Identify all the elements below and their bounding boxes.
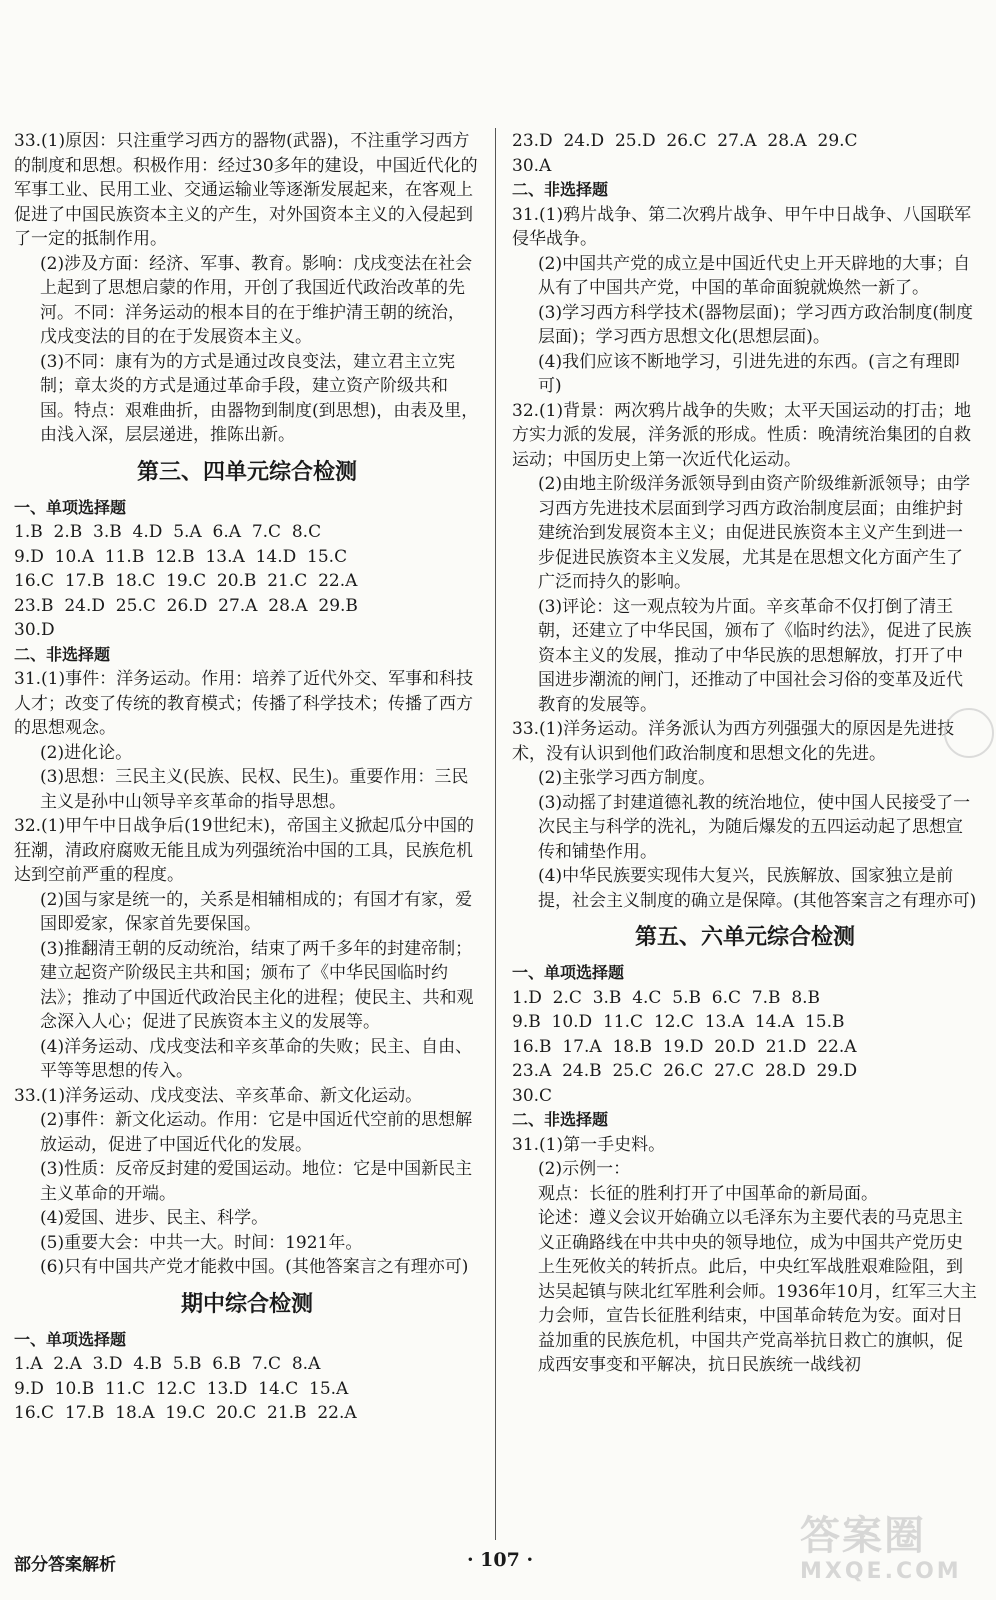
answer-paragraph: 31.(1)事件：洋务运动。作用：培养了近代外交、军事和科技人才；改变了传统的教育模式；传播了科学技术；传播了西方的思想观念。: [14, 669, 474, 738]
answer-subparagraph: (2)事件：新文化运动。作用：它是中国近代空前的思想解放运动，促进了中国近代化的发展。: [40, 1110, 473, 1155]
answer-paragraph: 31.(1)第一手史料。: [512, 1134, 666, 1155]
watermark-logo-text: 答案圈: [800, 1513, 926, 1559]
section-title: 期中综合检测: [180, 1291, 313, 1317]
choice-answer-row: 23.A 24.B 25.C 26.C 27.C 28.D 29.D: [512, 1061, 858, 1081]
left-column: [14, 129, 480, 1426]
answer-subparagraph: (2)涉及方面：经济、军事、教育。影响：戊戌变法在社会上起到了思想启蒙的作用，开创了我国近代政治改革的先河。不同：洋务运动的根本目的在于维护清王朝的统治，戊戌变法的目的在于发展资本主义。: [40, 253, 473, 347]
column-divider: [495, 128, 496, 1540]
answer-subparagraph: 观点：长征的胜利打开了中国革命的新局面。: [538, 1183, 878, 1204]
choice-answer-row: 30.A: [512, 155, 552, 176]
answer-subparagraph: (3)学习西方科学技术(器物层面)；学习西方政治制度(制度层面)；学习西方思想文化(思想层面)。: [538, 302, 973, 347]
answer-subparagraph: (4)洋务运动、戊戌变法和辛亥革命的失败；民主、自由、平等等思想的传入。: [40, 1036, 473, 1081]
subsection-heading: 二、非选择题: [14, 644, 111, 664]
choice-answer-row: 23.B 24.D 25.C 26.D 27.A 28.A 29.B: [14, 595, 358, 616]
subsection-heading: 一、单项选择题: [14, 497, 127, 517]
answer-subparagraph: (2)中国共产党的成立是中国近代史上开天辟地的大事；自从有了中国共产党，中国的革命面貌就焕然一新了。: [538, 253, 971, 298]
choice-answer-row: 9.D 10.A 11.B 12.B 13.A 14.D 15.C: [14, 546, 348, 567]
answer-subparagraph: (6)只有中国共产党才能救中国。(其他答案言之有理亦可): [40, 1257, 469, 1277]
answer-paragraph: 31.(1)鸦片战争、第二次鸦片战争、甲午中日战争、八国联军侵华战争。: [512, 204, 972, 249]
answer-subparagraph: (3)不同：康有为的方式是通过改良变法，建立君主立宪制；章太炎的方式是通过革命手段，建立资产阶级共和国。特点：艰难曲折，由器物到制度(到思想)，由表及里，由浅入深，层层递进，推陈出新。: [40, 351, 479, 445]
page-number: · 107 ·: [466, 1549, 534, 1571]
choice-answer-row: 1.D 2.C 3.B 4.C 5.B 6.C 7.B 8.B: [512, 987, 821, 1008]
choice-answer-row: 9.D 10.B 11.C 12.C 13.D 14.C 15.A: [14, 1378, 349, 1399]
answer-subparagraph: (3)动摇了封建道德礼教的统治地位，使中国人民接受了一次民主与科学的洗礼，为随后爆发的五四运动起了思想宣传和铺垫作用。: [538, 792, 971, 862]
choice-answer-row: 16.B 17.A 18.B 19.D 20.D 21.D 22.A: [512, 1036, 857, 1057]
subsection-heading: 一、单项选择题: [14, 1329, 127, 1349]
choice-answer-row: 9.B 10.D 11.C 12.C 13.A 14.A 15.B: [512, 1012, 845, 1032]
answer-subparagraph: (3)性质：反帝反封建的爱国运动。地位：它是中国新民主主义革命的开端。: [40, 1159, 473, 1204]
answer-subparagraph: (3)评论：这一观点较为片面。辛亥革命不仅打倒了清王朝，还建立了中华民国，颁布了《临时约法》，促进了民族资本主义的发展，推动了中华民族的思想解放，打开了中国进步潮流的闸门，还推动了中国社会习俗的变革及近代教育的发展等。: [538, 596, 972, 715]
answer-subparagraph: (4)我们应该不断地学习，引进先进的东西。(言之有理即可): [538, 351, 960, 396]
answer-paragraph: 32.(1)甲午中日战争后(19世纪末)，帝国主义掀起瓜分中国的狂潮，清政府腐败无能且成为列强统治中国的工具，民族危机达到空前严重的程度。: [14, 816, 475, 885]
answer-subparagraph: (2)国与家是统一的，关系是相辅相成的；有国才有家，爱国即爱家，保家首先要保国。: [40, 889, 473, 934]
subsection-heading: 二、非选择题: [512, 180, 609, 199]
choice-answer-row: 16.C 17.B 18.C 19.C 20.B 21.C 22.A: [14, 571, 358, 591]
choice-answer-row: 23.D 24.D 25.D 26.C 27.A 28.A 29.C: [512, 131, 858, 151]
answer-subparagraph: 论述：遵义会议开始确立以毛泽东为主要代表的马克思主义正确路线在中共中央的领导地位，成为中国共产党历史上生死攸关的转折点。此后，中央红军战胜艰难险阻，到达吴起镇与陕北红军胜利会师。1936年10月，红军三大主力会师，宣告长征胜利结束，中国革命转危为安。面对日益加重的民族危机，中国共产党高举抗日救亡的旗帜，促成西安事变和平解决，抗日民族统一战线初: [538, 1208, 977, 1375]
answer-paragraph: 32.(1)背景：两次鸦片战争的失败；太平天国运动的打击；地方实力派的发展，洋务派的形成。性质：晚清统治集团的自救运动；中国历史上第一次近代化运动。: [512, 400, 972, 470]
answer-subparagraph: (4)中华民族要实现伟大复兴，民族解放、国家独立是前提，社会主义制度的确立是保障。(其他答案言之有理亦可): [538, 866, 977, 911]
answer-paragraph: 33.(1)洋务运动。洋务派认为西方列强强大的原因是先进技术，没有认识到他们政治制度和思想文化的先进。: [512, 719, 955, 764]
choice-answer-row: 16.C 17.B 18.A 19.C 20.C 21.B 22.A: [14, 1403, 357, 1423]
choice-answer-row: 1.B 2.B 3.B 4.D 5.A 6.A 7.C 8.C: [14, 522, 322, 542]
right-column: [512, 129, 978, 1378]
answer-subparagraph: (3)思想：三民主义(民族、民权、民生)。重要作用：三民主义是孙中山领导辛亥革命的指导思想。: [40, 767, 469, 812]
section-title: 第三、四单元综合检测: [136, 459, 357, 485]
choice-answer-row: 30.C: [512, 1085, 553, 1106]
answer-subparagraph: (2)进化论。: [40, 742, 133, 763]
answer-subparagraph: (2)示例一：: [538, 1159, 631, 1179]
subsection-heading: 一、单项选择题: [512, 963, 625, 982]
footer-section-label: 部分答案解析: [14, 1555, 116, 1575]
stamp-mark: [944, 708, 994, 758]
answer-subparagraph: (2)主张学习西方制度。: [538, 768, 716, 788]
watermark-url: MXQE.COM: [800, 1559, 962, 1584]
answer-subparagraph: (3)推翻清王朝的反动统治，结束了两千多年的封建帝制；建立起资产阶级民主共和国；颁布了《中华民国临时约法》；推动了中国近代政治民主化的进程；使民主、共和观念深入人心；促进了民族资本主义的发展等。: [40, 938, 474, 1032]
choice-answer-row: 30.D: [14, 620, 55, 640]
watermark-logo: [800, 1512, 980, 1596]
answer-subparagraph: (4)爱国、进步、民主、科学。: [40, 1208, 269, 1228]
answer-paragraph: 33.(1)原因：只注重学习西方的器物(武器)，不注重学习西方的制度和思想。积极作用：经过30多年的建设，中国近代化的军事工业、民用工业、交通运输业等逐渐发展起来，在客观上促进了中国民族资本主义的产生，对外国资本主义的入侵起到了一定的抵制作用。: [14, 131, 478, 249]
section-title: 第五、六单元综合检测: [634, 925, 855, 950]
subsection-heading: 二、非选择题: [512, 1110, 609, 1129]
answer-paragraph: 33.(1)洋务运动、戊戌变法、辛亥革命、新文化运动。: [14, 1085, 423, 1106]
answer-subparagraph: (2)由地主阶级洋务派领导到由资产阶级维新派领导；由学习西方先进技术层面到学习西方政治制度层面；由维护封建统治到发展资本主义；由促进民族资本主义产生到进一步促进民族资本主义发展，尤其是在思想文化方面产生了广泛而持久的影响。: [538, 474, 971, 592]
choice-answer-row: 1.A 2.A 3.D 4.B 5.B 6.B 7.C 8.A: [14, 1354, 321, 1374]
answer-subparagraph: (5)重要大会：中共一大。时间：1921年。: [40, 1232, 363, 1253]
